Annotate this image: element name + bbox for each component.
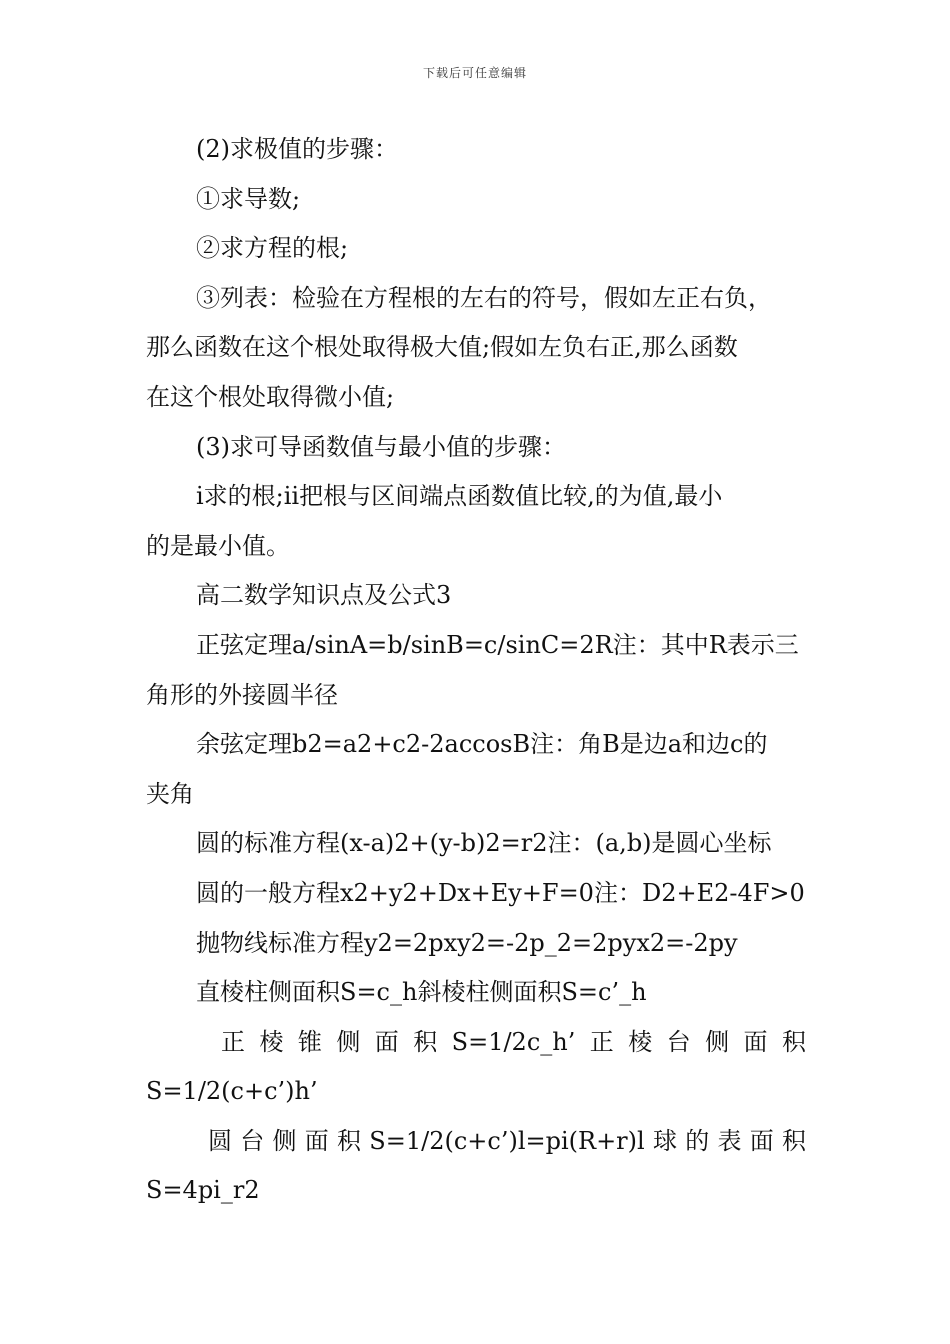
text-line: 正棱锥侧面积S=1/2c_h’正棱台侧面积	[221, 1027, 806, 1056]
paragraph	[146, 968, 806, 1018]
text-line: 在这个根处取得微小值;	[146, 382, 395, 411]
text-line: S=1/2(c+c’)h’	[146, 1077, 318, 1106]
paragraph	[146, 571, 806, 621]
text-line: 圆的标准方程(x-a)2+(y-b)2=r2注：(a,b)是圆心坐标	[196, 829, 772, 858]
paragraph	[146, 423, 806, 473]
paragraph	[146, 819, 806, 869]
text-line: S=4pi_r2	[146, 1176, 260, 1205]
text-line: 抛物线标准方程y2=2pxy2=-2p_2=2pyx2=-2py	[196, 928, 738, 957]
section-heading: 高二数学知识点及公式3	[196, 581, 452, 610]
paragraph	[146, 1018, 806, 1117]
text-line: 圆台侧面积S=1/2(c+c’)l=pi(R+r)l球的表面积	[208, 1126, 806, 1155]
text-line: 正弦定理a/sinA=b/sinB=c/sinC=2R注：其中R表示三	[196, 630, 799, 659]
text-line: 角形的外接圆半径	[146, 680, 338, 709]
paragraph	[146, 472, 806, 571]
paragraph	[146, 125, 806, 175]
text-line: 余弦定理b2=a2+c2-2accosB注：角B是边a和边c的	[196, 730, 768, 759]
text-line: ⅰ求的根;ⅱ把根与区间端点函数值比较,的为值,最小	[196, 482, 723, 511]
paragraph	[146, 869, 806, 919]
text-line: 直棱柱侧面积S=c_h斜棱柱侧面积S=c’_h	[196, 978, 647, 1007]
paragraph	[146, 1117, 806, 1216]
text-line: 圆的一般方程x2+y2+Dx+Ey+F=0注：D2+E2-4F>0	[196, 878, 805, 907]
paragraph	[146, 720, 806, 819]
text-line: ①求导数;	[196, 184, 301, 213]
paragraph	[146, 175, 806, 225]
paragraph	[146, 621, 806, 720]
text-line: (3)求可导函数值与最小值的步骤：	[196, 432, 566, 461]
text-line: (2)求极值的步骤：	[196, 135, 398, 163]
text-line: ②求方程的根;	[196, 234, 349, 263]
text-line: 夹角	[146, 779, 194, 808]
text-line: ③列表：检验在方程根的左右的符号，假如左正右负，	[196, 283, 772, 312]
text-line: 那么函数在这个根处取得极大值;假如左负右正,那么函数	[146, 333, 738, 362]
text-line: 的是最小值。	[146, 531, 290, 560]
paragraph	[146, 919, 806, 969]
page-header: 下载后可任意编辑	[422, 66, 527, 80]
paragraph	[146, 274, 806, 423]
document-body	[146, 125, 806, 1216]
paragraph	[146, 224, 806, 274]
